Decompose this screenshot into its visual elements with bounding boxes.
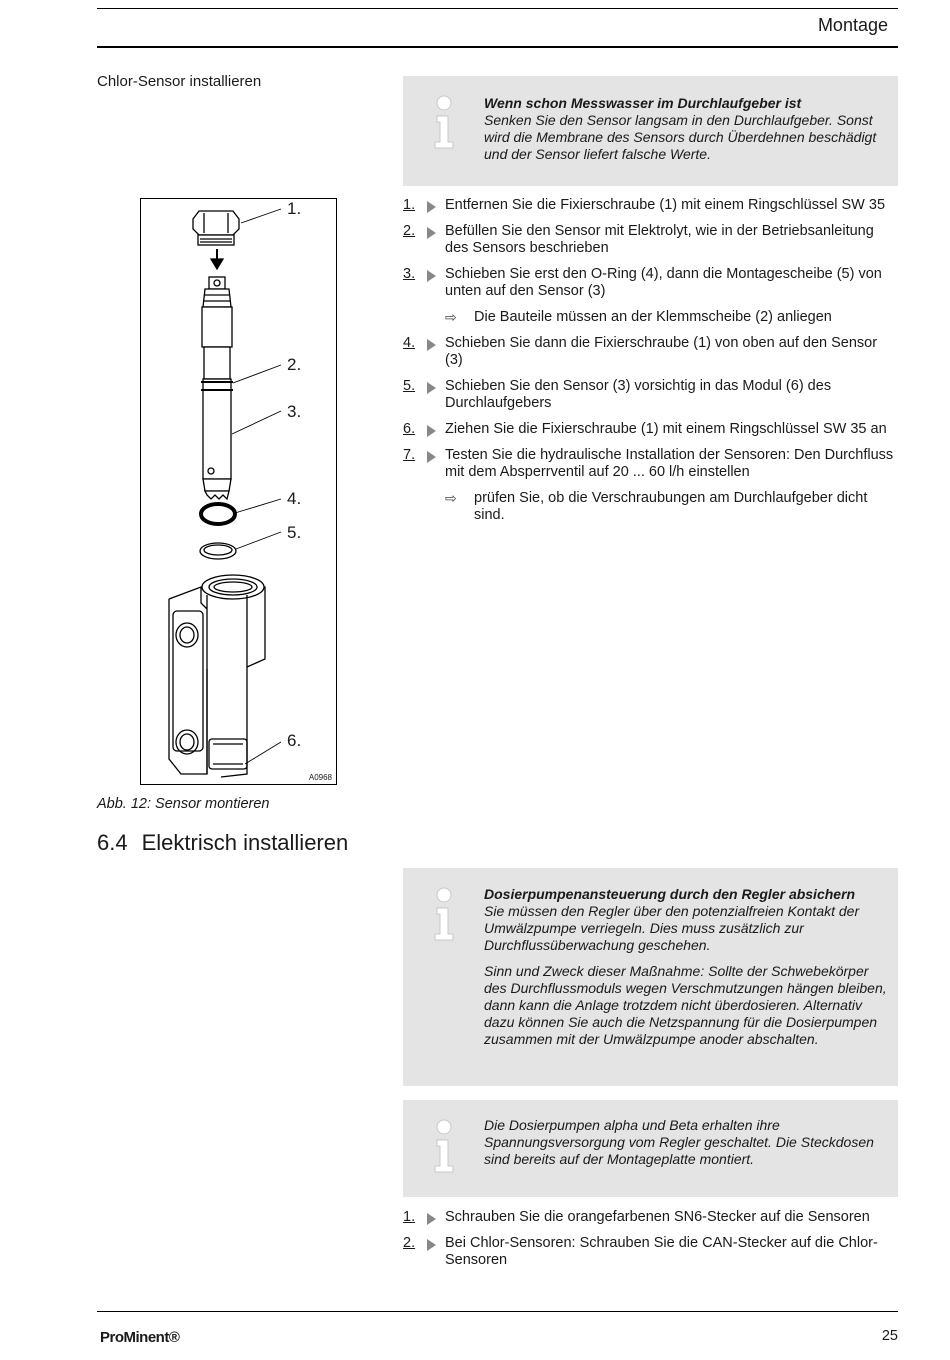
figure-code: A0968 (308, 773, 332, 782)
prominent-logo: ProMinent® (100, 1329, 180, 1346)
info-box-spannungsversorgung (403, 1100, 898, 1197)
step-item (403, 1209, 898, 1226)
info-text-block (484, 95, 888, 163)
info-icon (429, 1118, 459, 1174)
info-box-dosierpumpe (403, 868, 898, 1086)
sensor-assembly-drawing (141, 199, 336, 784)
step-text: Schieben Sie den Sensor (3) vorsichtig in das Modul (6) des Durchlaufgebers (445, 378, 832, 411)
step-item (403, 223, 898, 257)
step-arrow-icon (427, 339, 436, 351)
step-arrow-icon (427, 1213, 436, 1225)
step-item (403, 1235, 898, 1269)
step-number: 2. (403, 1235, 416, 1251)
step-text: Bei Chlor-Sensoren: Schrauben Sie die CAN-Stecker auf die Chlor-Sensoren (445, 1235, 878, 1268)
result-text: prüfen Sie, ob die Verschraubungen am Durchlaufgeber dicht sind. (474, 490, 868, 523)
footer-rule (97, 1311, 898, 1312)
info-icon (429, 886, 459, 942)
info-paragraph: Sinn und Zweck dieser Maßnahme: Sollte der Schwebekörper des Durchflussmoduls wegen Verschmutzungen hängen bleiben, dann kann die Anlage trotzdem nicht überdosieren. Alternativ dazu können Sie auch die Netzspannung für die Dosierpumpen zusammen mit der Umwälzpumpe anoder abschalten. (484, 963, 887, 1047)
step-item (403, 421, 898, 438)
step-number: 2. (403, 223, 416, 239)
page-number: 25 (881, 1328, 898, 1344)
figure-label-5: 5. (287, 523, 302, 542)
figure-label-3: 3. (287, 402, 302, 421)
figure-label-2: 2. (287, 355, 302, 374)
figure-label-6: 6. (287, 731, 302, 750)
info-title: Wenn schon Messwasser im Durchlaufgeber ist (484, 95, 802, 111)
result-text: Die Bauteile müssen an der Klemmscheibe (2) anliegen (474, 309, 832, 325)
install-steps (403, 197, 898, 533)
step-result (403, 490, 898, 524)
step-arrow-icon (427, 227, 436, 239)
section-heading (97, 830, 348, 856)
figure-caption: Abb. 12: Sensor montieren (97, 796, 270, 812)
step-arrow-icon (427, 425, 436, 437)
step-text: Schrauben Sie die orangefarbenen SN6-Stecker auf die Sensoren (445, 1209, 870, 1225)
step-item (403, 378, 898, 412)
sensor-assembly-figure (140, 198, 337, 785)
header-top-rule (97, 8, 898, 9)
info-paragraph: Sie müssen den Regler über den potenzialfreien Kontakt der Umwälzpumpe verriegeln. Dies muss zusätzlich zur Durchflussüberwachung geschehen. (484, 903, 860, 953)
header-bottom-rule (97, 46, 898, 48)
step-item (403, 447, 898, 481)
step-arrow-icon (427, 270, 436, 282)
info-box-messwasser (403, 76, 898, 186)
step-result (403, 309, 898, 326)
step-text: Schieben Sie erst den O-Ring (4), dann die Montagescheibe (5) von unten auf den Sensor (3) (445, 266, 882, 299)
result-arrow-icon: ⇨ (445, 490, 457, 506)
step-text: Ziehen Sie die Fixierschraube (1) mit einem Ringschlüssel SW 35 an (445, 421, 887, 437)
figure-label-4: 4. (287, 489, 302, 508)
info-body: Die Dosierpumpen alpha und Beta erhalten ihre Spannungsversorgung vom Regler geschaltet. Die Steckdosen sind bereits auf der Montageplatte montiert. (484, 1117, 874, 1167)
step-number: 4. (403, 335, 416, 351)
step-number: 5. (403, 378, 416, 394)
result-arrow-icon: ⇨ (445, 309, 457, 325)
info-icon (429, 94, 459, 150)
section-number: 6.4 (97, 830, 128, 855)
step-text: Schieben Sie dann die Fixierschraube (1) von oben auf den Sensor (3) (445, 335, 878, 368)
step-text: Testen Sie die hydraulische Installation der Sensoren: Den Durchfluss mit dem Absperrventil auf 20 ... 60 l/h einstellen (445, 447, 894, 480)
info-title: Dosierpumpenansteuerung durch den Regler absichern (484, 886, 856, 902)
section-title: Elektrisch installieren (141, 830, 349, 855)
step-arrow-icon (427, 451, 436, 463)
figure-label-1: 1. (287, 199, 302, 218)
step-number: 1. (403, 197, 416, 213)
side-heading-chlor-sensor: Chlor-Sensor installieren (97, 73, 262, 90)
info-text-block (484, 886, 888, 1048)
info-body: Senken Sie den Sensor langsam in den Durchlaufgeber. Sonst wird die Membrane des Sensors durch Überdehnen beschädigt und der Sensor liefert falsche Werte. (484, 112, 877, 162)
step-text: Entfernen Sie die Fixierschraube (1) mit einem Ringschlüssel SW 35 (445, 197, 886, 213)
step-item (403, 266, 898, 300)
header-title: Montage (817, 15, 888, 35)
step-number: 6. (403, 421, 416, 437)
step-item (403, 335, 898, 369)
step-arrow-icon (427, 1239, 436, 1251)
step-number: 7. (403, 447, 416, 463)
step-arrow-icon (427, 201, 436, 213)
info-text-block (484, 1117, 888, 1168)
step-number: 1. (403, 1209, 416, 1225)
step-arrow-icon (427, 382, 436, 394)
step-item (403, 197, 898, 214)
step-number: 3. (403, 266, 416, 282)
step-text: Befüllen Sie den Sensor mit Elektrolyt, wie in der Betriebsanleitung des Sensors beschrieben (445, 223, 874, 256)
electric-steps (403, 1209, 898, 1278)
